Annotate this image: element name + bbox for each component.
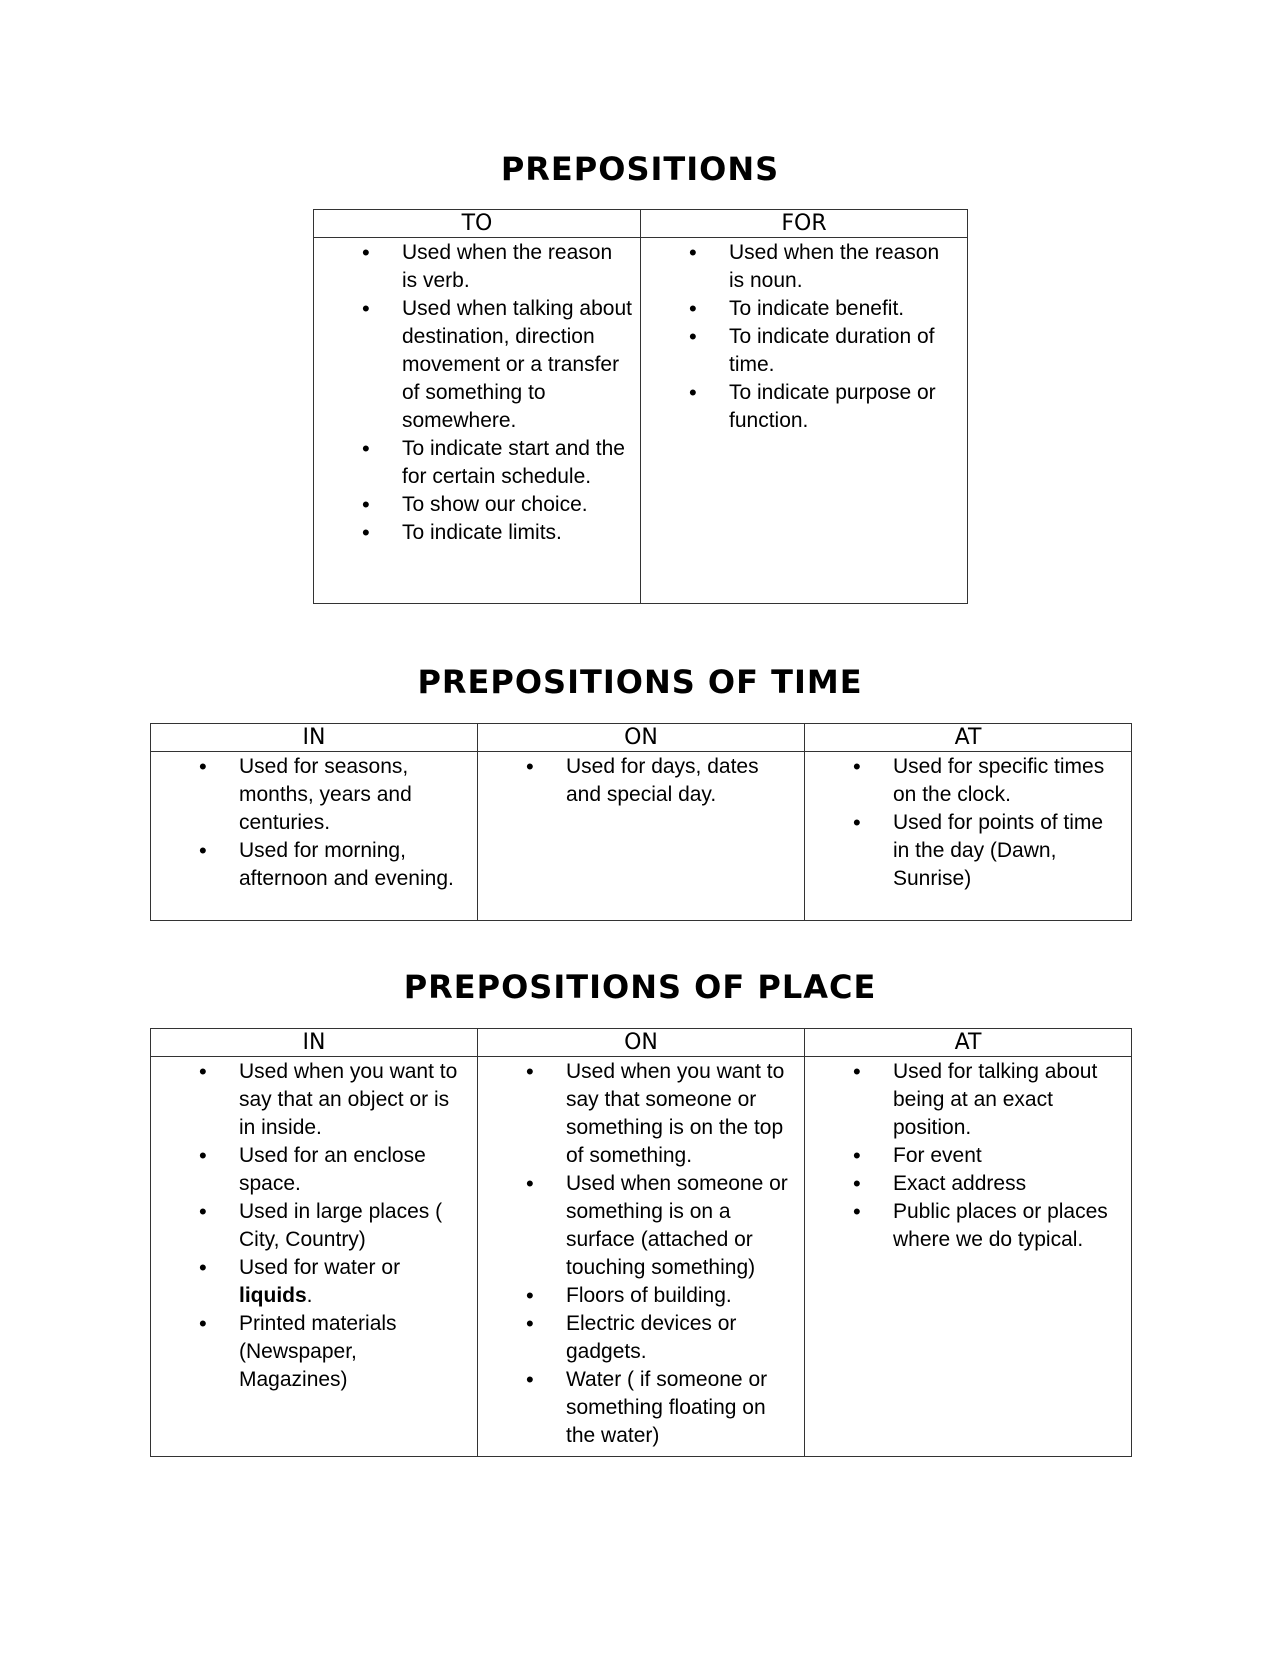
list-item: • Used when someone or something is on a surface (attached or touching something) — [486, 1170, 796, 1282]
prepositions-of-time-table — [150, 723, 1132, 921]
list-item: • Used when the reason is verb. — [322, 239, 632, 295]
list-item: • Used when you want to say that someone or something is on the top of something. — [486, 1058, 796, 1170]
column-header-in: IN — [151, 1029, 478, 1057]
cell-time-at — [805, 752, 1132, 921]
bullet-list-place-in — [159, 1058, 469, 1394]
list-item: • Electric devices or gadgets. — [486, 1310, 796, 1366]
column-header-for: FOR — [641, 210, 968, 238]
list-item: • Used for an enclose space. — [159, 1142, 469, 1198]
prepositions-title: PREPOSITIONS — [500, 150, 780, 188]
list-item — [159, 1254, 469, 1310]
bullet-list-for — [649, 239, 959, 435]
list-item: • Used in large places ( City, Country) — [159, 1198, 469, 1254]
list-item: • To indicate benefit. — [649, 295, 959, 323]
list-item: • Used for seasons, months, years and centuries. — [159, 753, 469, 837]
cell-for — [641, 238, 968, 604]
bullet-list-time-in — [159, 753, 469, 893]
list-item: • To indicate purpose or function. — [649, 379, 959, 435]
prepositions-table — [313, 209, 968, 604]
column-header-to: TO — [314, 210, 641, 238]
cell-time-on — [478, 752, 805, 921]
list-item-bold-text: liquids — [239, 1284, 307, 1307]
list-item: • Used when you want to say that an object or is in inside. — [159, 1058, 469, 1142]
prepositions-of-time-title: PREPOSITIONS OF TIME — [417, 663, 863, 701]
list-item: • Used when talking about destination, direction movement or a transfer of something to somewhere. — [322, 295, 632, 435]
list-item: • Used for days, dates and special day. — [486, 753, 796, 809]
list-item: • Floors of building. — [486, 1282, 796, 1310]
list-item: • Used when the reason is noun. — [649, 239, 959, 295]
list-item: • Public places or places where we do typical. — [813, 1198, 1123, 1254]
bullet-list-to — [322, 239, 632, 547]
cell-place-at — [805, 1057, 1132, 1457]
list-item: • Used for points of time in the day (Dawn, Sunrise) — [813, 809, 1123, 893]
bullet-list-place-on — [486, 1058, 796, 1450]
prepositions-of-place-title: PREPOSITIONS OF PLACE — [403, 968, 877, 1006]
bullet-list-place-at — [813, 1058, 1123, 1254]
list-item: • For event — [813, 1142, 1123, 1170]
list-item: • To indicate limits. — [322, 519, 632, 547]
list-item-text: . — [306, 1284, 313, 1307]
cell-to — [314, 238, 641, 604]
column-header-at: AT — [805, 724, 1132, 752]
bullet-list-time-on — [486, 753, 796, 809]
list-item: • Used for talking about being at an exact position. — [813, 1058, 1123, 1142]
bullet-list-time-at — [813, 753, 1123, 893]
cell-place-in — [151, 1057, 478, 1457]
list-item: • Printed materials (Newspaper, Magazines) — [159, 1310, 469, 1394]
list-item: • Exact address — [813, 1170, 1123, 1198]
list-item: • To show our choice. — [322, 491, 632, 519]
list-item: • Water ( if someone or something floating on the water) — [486, 1366, 796, 1450]
list-item: • Used for morning, afternoon and evening. — [159, 837, 469, 893]
list-item: • To indicate duration of time. — [649, 323, 959, 379]
column-header-at: AT — [805, 1029, 1132, 1057]
prepositions-of-place-table — [150, 1028, 1132, 1457]
column-header-on: ON — [478, 1029, 805, 1057]
cell-time-in — [151, 752, 478, 921]
list-item-text: Used for water or — [239, 1256, 401, 1279]
column-header-in: IN — [151, 724, 478, 752]
column-header-on: ON — [478, 724, 805, 752]
cell-place-on — [478, 1057, 805, 1457]
list-item: • To indicate start and the for certain schedule. — [322, 435, 632, 491]
list-item: • Used for specific times on the clock. — [813, 753, 1123, 809]
